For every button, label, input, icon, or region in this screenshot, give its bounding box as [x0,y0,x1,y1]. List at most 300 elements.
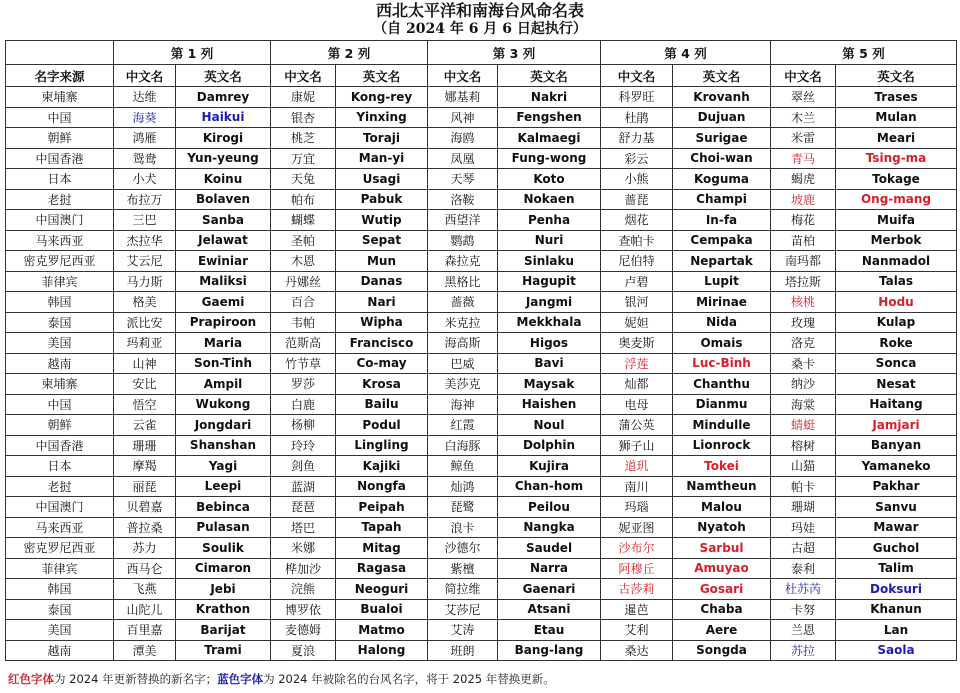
chinese-name-cell: 纳沙 [771,374,836,395]
chinese-name-cell: 银河 [601,292,673,313]
english-name-cell: Neoguri [336,579,428,600]
name-source-cell: 美国 [6,620,114,641]
english-name-cell: Noul [498,415,601,436]
english-name-cell: Son-Tinh [176,353,271,374]
english-name-cell: Peilou [498,497,601,518]
chinese-name-cell: 海鸥 [428,128,498,149]
english-name-cell: Tokage [836,169,957,190]
english-name-cell: Ampil [176,374,271,395]
english-name-cell: Chanthu [673,374,771,395]
english-name-cell: Ragasa [336,558,428,579]
table-row [6,579,957,600]
chinese-name-cell: 悟空 [114,394,176,415]
footnote-blue-label: 蓝色字体 [217,672,264,686]
english-name-cell: Jebi [176,579,271,600]
chinese-name-cell: 妮亚图 [601,517,673,538]
name-source-cell: 越南 [6,353,114,374]
group-header-1: 第 1 列 [114,41,271,65]
chinese-name-cell: 贝碧嘉 [114,497,176,518]
chinese-name-cell: 派比安 [114,312,176,333]
chinese-name-cell: 帕布 [271,189,336,210]
chinese-name-cell: 蝎虎 [771,169,836,190]
english-name-cell: Gosari [673,579,771,600]
english-name-cell: Usagi [336,169,428,190]
english-name-cell: Muifa [836,210,957,231]
chinese-name-cell: 阿穆丘 [601,558,673,579]
chinese-name-cell: 沙布尔 [601,538,673,559]
english-name-cell: Mekkhala [498,312,601,333]
english-name-cell: Wipha [336,312,428,333]
chinese-name-cell: 米雷 [771,128,836,149]
chinese-name-cell: 圣帕 [271,230,336,251]
chinese-name-cell: 小犬 [114,169,176,190]
chinese-name-cell: 西望洋 [428,210,498,231]
english-name-cell: Talas [836,271,957,292]
chinese-name-cell: 山神 [114,353,176,374]
name-source-cell: 泰国 [6,599,114,620]
english-name-cell: Krathon [176,599,271,620]
name-source-cell: 美国 [6,333,114,354]
english-name-cell: Bailu [336,394,428,415]
name-source-cell: 日本 [6,456,114,477]
chinese-name-cell: 白海豚 [428,435,498,456]
name-source-cell: 中国澳门 [6,497,114,518]
chinese-name-cell: 青马 [771,148,836,169]
english-name-cell: Bualoi [336,599,428,620]
chinese-name-cell: 麦德姆 [271,620,336,641]
table-row [6,87,957,108]
chinese-name-cell: 彩云 [601,148,673,169]
table-row [6,128,957,149]
english-name-cell: Namtheun [673,476,771,497]
english-name-cell: Pulasan [176,517,271,538]
english-name-cell: Songda [673,640,771,661]
english-name-header-2: 英文名 [336,65,428,87]
name-source-cell: 密克罗尼西亚 [6,251,114,272]
english-name-cell: Nyatoh [673,517,771,538]
english-name-cell: Ong-mang [836,189,957,210]
table-row [6,620,957,641]
chinese-name-cell: 鲸鱼 [428,456,498,477]
english-name-cell: Yagi [176,456,271,477]
english-name-cell: Tokei [673,456,771,477]
chinese-name-cell: 浪卡 [428,517,498,538]
english-name-cell: Kulap [836,312,957,333]
english-name-cell: Gaenari [498,579,601,600]
chinese-name-cell: 木兰 [771,107,836,128]
chinese-name-cell: 海棠 [771,394,836,415]
english-name-cell: Mun [336,251,428,272]
english-name-cell: Koguma [673,169,771,190]
english-name-cell: Sarbul [673,538,771,559]
name-source-cell: 中国 [6,394,114,415]
chinese-name-cell: 珊珊 [114,435,176,456]
chinese-name-cell: 博罗依 [271,599,336,620]
english-name-cell: Penha [498,210,601,231]
table-row [6,312,957,333]
chinese-name-cell: 翠丝 [771,87,836,108]
chinese-name-cell: 银杏 [271,107,336,128]
chinese-name-cell: 道玑 [601,456,673,477]
table-row [6,394,957,415]
english-name-cell: Hodu [836,292,957,313]
source-header: 名字来源 [6,65,114,87]
chinese-name-cell: 班朗 [428,640,498,661]
chinese-name-cell: 暹芭 [601,599,673,620]
english-name-cell: Hagupit [498,271,601,292]
chinese-name-cell: 山猫 [771,456,836,477]
chinese-name-cell: 榕树 [771,435,836,456]
table-row [6,415,957,436]
chinese-name-cell: 百里嘉 [114,620,176,641]
english-name-cell: Danas [336,271,428,292]
english-name-cell: Tsing-ma [836,148,957,169]
chinese-name-cell: 摩羯 [114,456,176,477]
name-source-cell: 越南 [6,640,114,661]
table-row [6,333,957,354]
chinese-name-cell: 天琴 [428,169,498,190]
english-name-cell: Nanmadol [836,251,957,272]
chinese-name-cell: 梅花 [771,210,836,231]
chinese-name-cell: 苗柏 [771,230,836,251]
page-title: 西北太平洋和南海台风命名表 [375,1,584,20]
english-name-cell: Amuyao [673,558,771,579]
chinese-name-cell: 灿都 [601,374,673,395]
english-name-cell: Krovanh [673,87,771,108]
name-source-cell: 泰国 [6,312,114,333]
english-name-cell: Yamaneko [836,456,957,477]
chinese-name-cell: 烟花 [601,210,673,231]
english-name-cell: Pakhar [836,476,957,497]
english-name-cell: Francisco [336,333,428,354]
english-name-cell: Kalmaegi [498,128,601,149]
group-header-3: 第 3 列 [428,41,601,65]
chinese-name-cell: 艾莎尼 [428,599,498,620]
chinese-name-cell: 蔷薇 [428,292,498,313]
chinese-name-cell: 艾利 [601,620,673,641]
english-name-cell: Aere [673,620,771,641]
english-name-cell: Podul [336,415,428,436]
chinese-name-cell: 玛娃 [771,517,836,538]
chinese-name-cell: 帕卡 [771,476,836,497]
chinese-name-cell: 古莎莉 [601,579,673,600]
english-name-cell: Lupit [673,271,771,292]
english-name-cell: Yun-yeung [176,148,271,169]
english-name-cell: Fengshen [498,107,601,128]
group-header-2: 第 2 列 [271,41,428,65]
english-name-cell: Kirogi [176,128,271,149]
chinese-name-cell: 普拉桑 [114,517,176,538]
english-name-cell: Yinxing [336,107,428,128]
chinese-name-cell: 舒力基 [601,128,673,149]
chinese-name-cell: 娜基莉 [428,87,498,108]
english-name-cell: Fung-wong [498,148,601,169]
chinese-name-header-3: 中文名 [428,65,498,87]
chinese-name-cell: 红霞 [428,415,498,436]
english-name-cell: Mulan [836,107,957,128]
english-name-header-4: 英文名 [673,65,771,87]
chinese-name-cell: 坡鹿 [771,189,836,210]
name-source-cell: 韩国 [6,292,114,313]
chinese-name-cell: 浮莲 [601,353,673,374]
chinese-name-header-2: 中文名 [271,65,336,87]
table-row [6,558,957,579]
table-row [6,210,957,231]
english-name-cell: Maysak [498,374,601,395]
chinese-name-cell: 巴威 [428,353,498,374]
chinese-name-cell: 米克拉 [428,312,498,333]
table-row [6,538,957,559]
english-name-cell: Chaba [673,599,771,620]
english-name-cell: Cempaka [673,230,771,251]
group-header-4: 第 4 列 [601,41,771,65]
table-row [6,189,957,210]
english-name-cell: Lan [836,620,957,641]
english-name-cell: Damrey [176,87,271,108]
chinese-name-cell: 古超 [771,538,836,559]
chinese-name-cell: 艾云尼 [114,251,176,272]
chinese-name-cell: 飞燕 [114,579,176,600]
chinese-name-cell: 天兔 [271,169,336,190]
chinese-name-cell: 洛克 [771,333,836,354]
english-name-cell: Maliksi [176,271,271,292]
chinese-name-cell: 核桃 [771,292,836,313]
chinese-name-cell: 布拉万 [114,189,176,210]
chinese-name-cell: 苏力 [114,538,176,559]
chinese-name-cell: 森拉克 [428,251,498,272]
english-name-header-3: 英文名 [498,65,601,87]
english-name-cell: Narra [498,558,601,579]
chinese-name-cell: 格美 [114,292,176,313]
table-row [6,353,957,374]
chinese-name-cell: 简拉维 [428,579,498,600]
chinese-name-cell: 鸳鸯 [114,148,176,169]
page-subtitle: （自 2024 年 6 月 6 日起执行） [373,21,587,37]
english-name-header-1: 英文名 [176,65,271,87]
chinese-name-cell: 塔拉斯 [771,271,836,292]
english-name-cell: Banyan [836,435,957,456]
english-name-cell: Trami [176,640,271,661]
name-source-cell: 朝鲜 [6,128,114,149]
chinese-name-cell: 灿鸿 [428,476,498,497]
group-header-row [6,41,957,65]
table-row [6,497,957,518]
chinese-name-cell: 杜苏芮 [771,579,836,600]
chinese-name-cell: 奥麦斯 [601,333,673,354]
table-row [6,107,957,128]
table-row [6,374,957,395]
english-name-cell: Tapah [336,517,428,538]
chinese-name-cell: 珊瑚 [771,497,836,518]
english-name-cell: Mirinae [673,292,771,313]
english-name-cell: Koinu [176,169,271,190]
table-row [6,456,957,477]
chinese-name-cell: 鹦鹉 [428,230,498,251]
table-row [6,476,957,497]
chinese-name-cell: 小熊 [601,169,673,190]
name-source-cell: 马来西亚 [6,230,114,251]
chinese-name-cell: 狮子山 [601,435,673,456]
english-name-cell: In-fa [673,210,771,231]
english-name-cell: Gaemi [176,292,271,313]
chinese-name-cell: 桑卡 [771,353,836,374]
english-name-cell: Kong-rey [336,87,428,108]
english-name-cell: Jongdari [176,415,271,436]
name-source-cell: 老挝 [6,189,114,210]
table-body [6,87,957,661]
english-name-cell: Sinlaku [498,251,601,272]
english-name-cell: Nakri [498,87,601,108]
chinese-name-cell: 鸿雁 [114,128,176,149]
english-name-cell: Jelawat [176,230,271,251]
footnote-red-text: 为 2024 年更新替换的新名字； [54,672,218,686]
english-name-cell: Matmo [336,620,428,641]
chinese-name-cell: 海神 [428,394,498,415]
chinese-name-cell: 科罗旺 [601,87,673,108]
english-name-cell: Malou [673,497,771,518]
english-name-cell: Sanba [176,210,271,231]
footnote [8,671,555,687]
chinese-name-cell: 泰利 [771,558,836,579]
chinese-name-cell: 苏拉 [771,640,836,661]
english-name-cell: Bavi [498,353,601,374]
english-name-cell: Shanshan [176,435,271,456]
english-name-cell: Wukong [176,394,271,415]
column-header-row [6,65,957,87]
english-name-cell: Guchol [836,538,957,559]
table-row [6,169,957,190]
chinese-name-cell: 琵琶 [271,497,336,518]
english-name-cell: Soulik [176,538,271,559]
chinese-name-cell: 蓝湖 [271,476,336,497]
english-name-cell: Lingling [336,435,428,456]
english-name-cell: Nesat [836,374,957,395]
typhoon-names-table [5,40,957,661]
chinese-name-cell: 山陀儿 [114,599,176,620]
name-source-cell: 中国 [6,107,114,128]
chinese-name-cell: 凤凰 [428,148,498,169]
chinese-name-cell: 妮妲 [601,312,673,333]
english-name-cell: Halong [336,640,428,661]
english-name-cell: Wutip [336,210,428,231]
name-source-cell: 柬埔寨 [6,87,114,108]
chinese-name-cell: 范斯高 [271,333,336,354]
english-name-cell: Prapiroon [176,312,271,333]
english-name-cell: Pabuk [336,189,428,210]
chinese-name-cell: 黑格比 [428,271,498,292]
english-name-cell: Mindulle [673,415,771,436]
english-name-cell: Dujuan [673,107,771,128]
english-name-cell: Dolphin [498,435,601,456]
english-name-cell: Jamjari [836,415,957,436]
english-name-cell: Cimaron [176,558,271,579]
chinese-name-cell: 杨柳 [271,415,336,436]
chinese-name-cell: 康妮 [271,87,336,108]
english-name-cell: Maria [176,333,271,354]
english-name-cell: Haitang [836,394,957,415]
chinese-name-cell: 卢碧 [601,271,673,292]
name-source-cell: 菲律宾 [6,558,114,579]
chinese-name-cell: 查帕卡 [601,230,673,251]
chinese-name-cell: 桃芝 [271,128,336,149]
english-name-cell: Haikui [176,107,271,128]
english-name-cell: Co-may [336,353,428,374]
footnote-red-label: 红色字体 [8,672,54,686]
chinese-name-header-4: 中文名 [601,65,673,87]
chinese-name-cell: 韦帕 [271,312,336,333]
chinese-name-cell: 尼伯特 [601,251,673,272]
english-name-cell: Trases [836,87,957,108]
chinese-name-cell: 夏浪 [271,640,336,661]
chinese-name-cell: 三巴 [114,210,176,231]
chinese-name-cell: 马力斯 [114,271,176,292]
name-source-cell: 韩国 [6,579,114,600]
english-name-cell: Doksuri [836,579,957,600]
chinese-name-cell: 罗莎 [271,374,336,395]
english-name-cell: Saola [836,640,957,661]
chinese-name-cell: 云雀 [114,415,176,436]
english-name-cell: Sepat [336,230,428,251]
name-source-cell: 中国香港 [6,148,114,169]
english-name-cell: Nangka [498,517,601,538]
chinese-name-cell: 丹娜丝 [271,271,336,292]
english-name-cell: Nongfa [336,476,428,497]
english-name-cell: Mawar [836,517,957,538]
name-source-cell: 日本 [6,169,114,190]
english-name-cell: Atsani [498,599,601,620]
english-name-cell: Omais [673,333,771,354]
english-name-cell: Toraji [336,128,428,149]
chinese-name-cell: 潭美 [114,640,176,661]
english-name-cell: Bolaven [176,189,271,210]
english-name-cell: Luc-Binh [673,353,771,374]
chinese-name-header-1: 中文名 [114,65,176,87]
chinese-name-cell: 蝴蝶 [271,210,336,231]
english-name-cell: Bebinca [176,497,271,518]
chinese-name-cell: 万宜 [271,148,336,169]
chinese-name-cell: 米娜 [271,538,336,559]
table-row [6,435,957,456]
english-name-cell: Nuri [498,230,601,251]
english-name-cell: Barijat [176,620,271,641]
english-name-cell: Haishen [498,394,601,415]
english-name-cell: Bang-lang [498,640,601,661]
english-name-header-5: 英文名 [836,65,957,87]
footnote-blue-text: 为 2024 年被除名的台风名字，将于 2025 年替换更新。 [263,672,555,686]
chinese-name-cell: 琵鹭 [428,497,498,518]
english-name-cell: Chan-hom [498,476,601,497]
chinese-name-cell: 塔巴 [271,517,336,538]
english-name-cell: Kajiki [336,456,428,477]
chinese-name-cell: 蔷琵 [601,189,673,210]
chinese-name-cell: 桦加沙 [271,558,336,579]
chinese-name-cell: 紫檀 [428,558,498,579]
table-row [6,640,957,661]
english-name-cell: Etau [498,620,601,641]
chinese-name-cell: 蒲公英 [601,415,673,436]
name-source-cell: 密克罗尼西亚 [6,538,114,559]
chinese-name-cell: 西马仑 [114,558,176,579]
chinese-name-cell: 蜻蜓 [771,415,836,436]
english-name-cell: Nida [673,312,771,333]
english-name-cell: Krosa [336,374,428,395]
chinese-name-cell: 达维 [114,87,176,108]
chinese-name-header-5: 中文名 [771,65,836,87]
english-name-cell: Sonca [836,353,957,374]
english-name-cell: Talim [836,558,957,579]
chinese-name-cell: 白鹿 [271,394,336,415]
chinese-name-cell: 南川 [601,476,673,497]
